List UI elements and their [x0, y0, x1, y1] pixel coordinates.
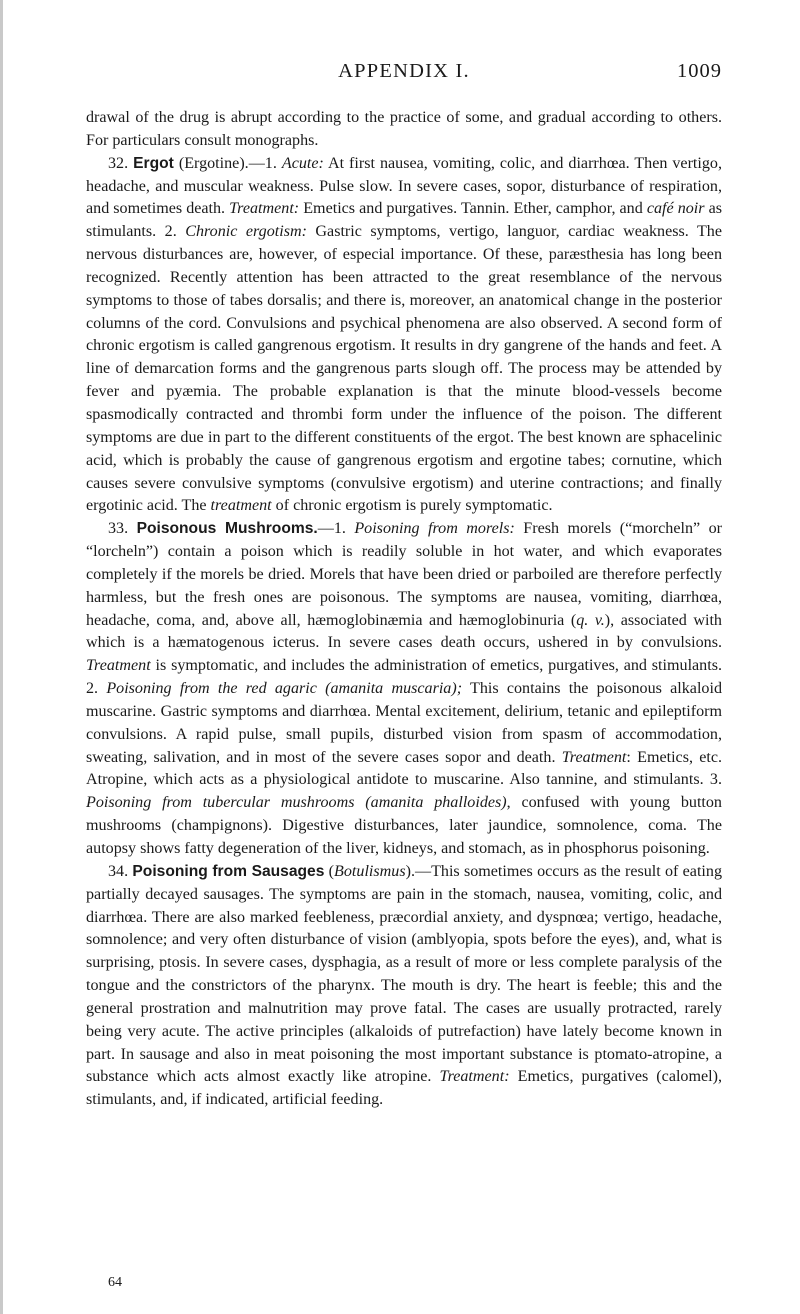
text-run: This contains the poisonous alkaloid muscarine. Gastric symptoms and diarrhœa. Mental excitement, delirium, tetanic and epileptiform convulsions. A rapid pulse, small pupils, disturbed vision from spasm of accommodation, sweating, salivation, and in most of the severe cases sopor and death. [86, 680, 722, 766]
text-run: (Ergotine).—1. [173, 154, 282, 172]
italic-text: Treatment: [229, 200, 300, 218]
italic-text: treatment [210, 497, 272, 515]
section-number: 34. [108, 862, 129, 880]
italic-text: Poisoning from the red agaric (amanita muscaria); [106, 680, 463, 698]
section-poisoning-from-sausages [86, 861, 722, 1112]
text-run: —1. [317, 520, 355, 538]
section-ergot [86, 153, 722, 519]
text-run: Emetics and purgatives. Tannin. Ether, camphor, and [299, 200, 647, 218]
text-run: as stimulants. 2. [86, 200, 722, 241]
text-run: ), associated with which is a hæmatogenous icterus. In severe cases death occurs, ushered in by convulsions. [86, 611, 722, 652]
text-run: of chronic ergotism is purely symptomatic. [271, 497, 553, 515]
section-number: 32. [108, 154, 129, 172]
signature-mark: 64 [108, 1275, 122, 1290]
section-number: 33. [108, 520, 129, 538]
text-run: Gastric symptoms, vertigo, languor, cardiac weakness. The nervous disturbances are, however, of especial importance. Of these, paræsthesia has long been recognized. Recently attention has been attracted to the great resemblance of the nervous symptoms to those of tabes dorsalis; and there is, moreover, an anatomical change in the posterior columns of the cord. Convulsions and psychical phenomena are also observed. A second form of chronic ergotism is called gangrenous ergotism. It results in dry gangrene of the hands and feet. A line of demarcation forms and the gangrenous parts slough off. The process may be attended by fever and pyæmia. The probable explanation is that the minute blood-vessels become spasmodically contracted and thrombi form under the influence of the poison. The different symptoms are due in part to the different constituents of the ergot. The best known are sphacelinic acid, which is probably the cause of gangrenous ergotism and ergotine tabes; cornutine, which causes severe convulsive symptoms (convulsive ergotism) and uterine contractions; and finally ergotinic acid. The [86, 223, 722, 515]
italic-text: Poisoning from tubercular mushrooms (amanita phalloides) [86, 794, 507, 812]
text-run: Emetics, purgatives (calomel), stimulants, and, if indicated, artificial feeding. [86, 1068, 722, 1109]
section-poisonous-mushrooms [86, 518, 722, 861]
running-head [86, 60, 722, 90]
text-run: Fresh morels (“morcheln” or “lorcheln”) contain a poison which is readily soluble in hot water, and which evaporates completely if the morels be dried. Morels that have been dried or parboiled are therefore perfectly harmless, but the fresh ones are poisonous. The symptoms are nausea, vomiting, diarrhœa, headache, coma, and, above all, hæmoglobinæmia and hæmoglobinuria ( [86, 520, 722, 629]
italic-text: Treatment [561, 748, 627, 766]
section-heading: Ergot [133, 154, 174, 172]
text-run: : Emetics, etc. Atropine, which acts as a physiological antidote to muscarine. Also tannine, and stimulants. 3. [86, 748, 722, 789]
body-text [86, 107, 722, 1112]
italic-text: Acute: [281, 154, 324, 172]
section-text [86, 863, 722, 1108]
page-edge-shadow [0, 0, 3, 1314]
text-run: is symptomatic, and includes the administration of emetics, purgatives, and stimulants. 2. [86, 657, 722, 698]
italic-text: Botulismus [334, 862, 406, 880]
italic-text: q. v. [576, 611, 605, 629]
running-title: APPENDIX I. [338, 60, 470, 82]
text-run: ).—This sometimes occurs as the result of eating partially decayed sausages. The symptoms are pain in the stomach, nausea, vomiting, colic, and diarrhœa. There are also marked feebleness, præcordial anxiety, and dyspnœa; vertigo, headache, somnolence; and very often disturbance of vision (amblyopia, spots before the eyes), and, what is surprising, ptosis. In severe cases, dysphagia, as a result of more or less complete paralysis of the tongue and the constrictors of the pharynx. The mouth is dry. The heart is feeble; this and the general prostration and malnutrition may prove fatal. The cases are usually protracted, rarely being very acute. The active principles (alkaloids of putrefaction) have lately become known in part. In sausage and also in meat poisoning the most important substance is ptomato-atropine, a substance which acts almost exactly like atropine. [86, 862, 722, 1086]
section-text [86, 155, 722, 515]
continuation-paragraph: drawal of the drug is abrupt according to the practice of some, and gradual according to others. For particulars consult monographs. [86, 109, 722, 149]
section-text [86, 520, 722, 857]
italic-text: café noir [646, 200, 705, 218]
text-run: , confused with young button mushrooms (champignons). Digestive disturbances, later jaundice, somnolence, coma. The autopsy shows fatty degeneration of the liver, kidneys, and stomach, as in phosphorus poisoning. [86, 794, 722, 857]
section-heading: Poisonous Mushrooms. [136, 520, 318, 538]
text-run: ( [324, 862, 335, 880]
page-number: 1009 [677, 60, 722, 82]
italic-text: Treatment [86, 657, 151, 675]
italic-text: Treatment: [439, 1068, 510, 1086]
section-heading: Poisoning from Sausages [132, 862, 325, 880]
italic-text: Poisoning from morels: [354, 520, 515, 538]
text-run: At first nausea, vomiting, colic, and diarrhœa. Then vertigo, headache, and muscular weakness. Pulse slow. In severe cases, sopor, disturbance of respiration, and sometimes death. [86, 154, 722, 218]
italic-text: Chronic ergotism: [185, 223, 307, 241]
